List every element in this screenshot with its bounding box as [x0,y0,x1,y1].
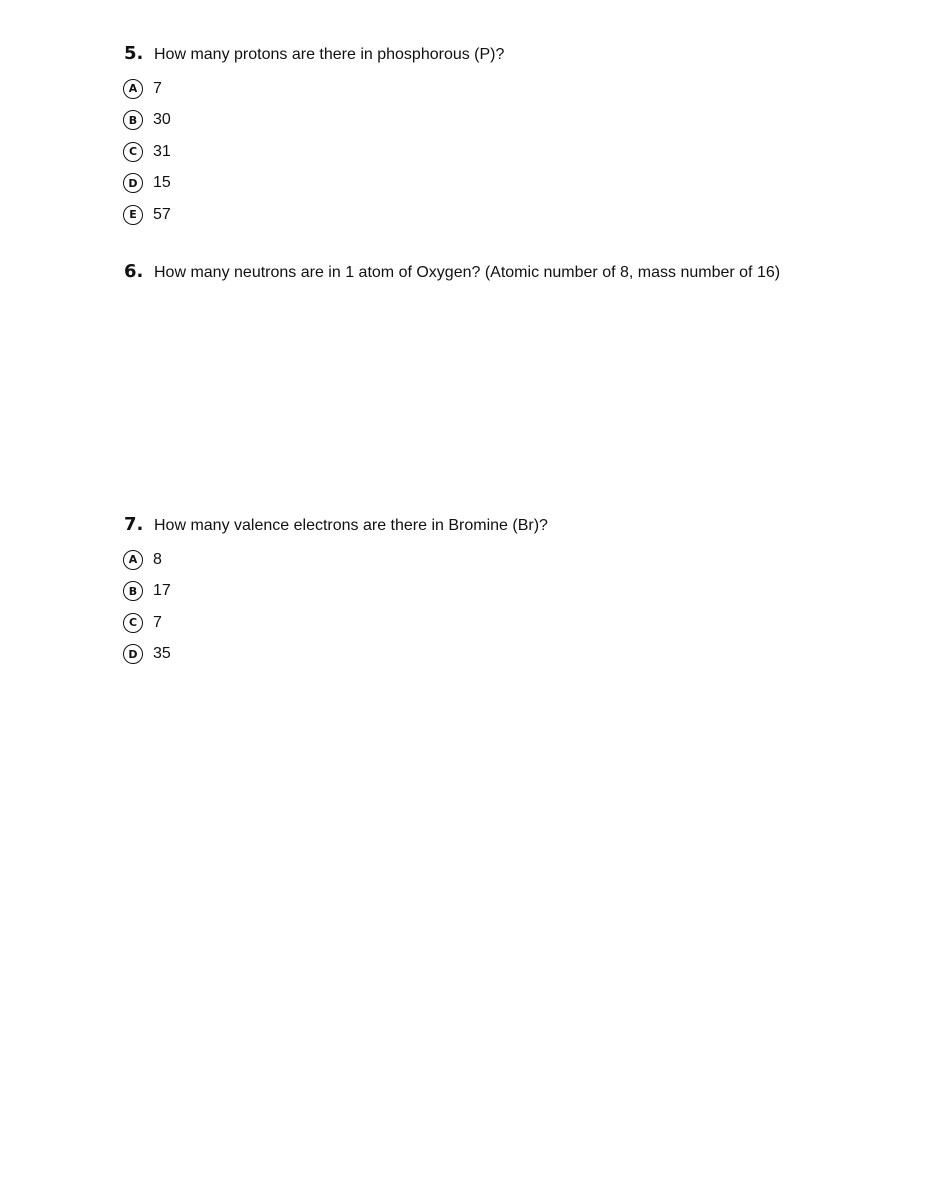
answer-option-b[interactable] [124,576,844,608]
answer-option-d[interactable] [124,639,844,671]
answer-option-c[interactable] [124,607,844,639]
answer-bubble[interactable]: D [123,644,143,664]
question-6 [124,261,844,287]
answer-option-d[interactable] [124,168,844,200]
question-header [124,261,844,287]
answer-text: 8 [153,550,162,568]
answer-bubble[interactable]: B [123,581,143,601]
question-5 [124,43,844,231]
answer-option-c[interactable] [124,136,844,168]
answer-options [124,544,844,670]
answer-text: 7 [153,79,162,97]
answer-bubble[interactable]: C [123,142,143,162]
answer-text: 17 [153,582,171,600]
question-number: 7. [124,514,144,535]
answer-bubble[interactable]: E [123,205,143,225]
answer-text: 7 [153,613,162,631]
answer-bubble[interactable]: A [123,550,143,570]
question-text: How many valence electrons are there in Bromine (Br)? [154,517,548,534]
answer-text: 57 [153,205,171,223]
answer-options [124,73,844,231]
answer-text: 15 [153,174,171,192]
question-number: 5. [124,43,144,64]
answer-option-a[interactable] [124,544,844,576]
answer-bubble[interactable]: D [123,173,143,193]
question-number: 6. [124,261,144,282]
answer-bubble[interactable]: C [123,613,143,633]
question-header [124,43,844,69]
question-text: How many neutrons are in 1 atom of Oxygen? (Atomic number of 8, mass number of 16) [154,264,781,281]
answer-text: 35 [153,645,171,663]
answer-option-b[interactable] [124,105,844,137]
answer-text: 30 [153,111,171,129]
answer-bubble[interactable]: B [123,110,143,130]
answer-option-a[interactable] [124,73,844,105]
question-text: How many protons are there in phosphorous (P)? [154,46,505,63]
question-header [124,514,844,540]
answer-bubble[interactable]: A [123,79,143,99]
answer-option-e[interactable] [124,199,844,231]
question-7 [124,514,844,670]
answer-text: 31 [153,142,171,160]
